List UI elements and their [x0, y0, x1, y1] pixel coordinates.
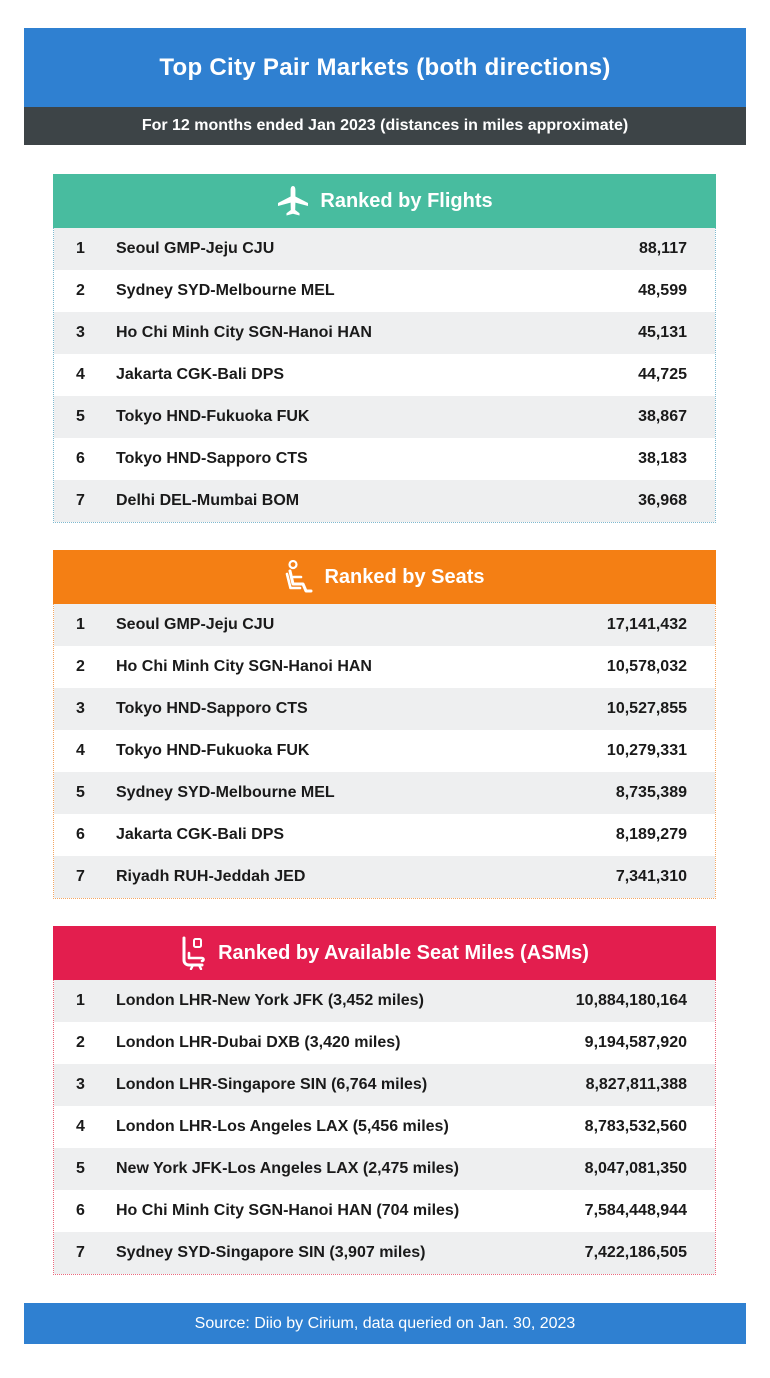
value: 8,735,389: [615, 784, 687, 801]
section-asms: [53, 926, 716, 1275]
value: 9,194,587,920: [584, 1034, 687, 1051]
city-pair: Sydney SYD-Singapore SIN (3,907 miles): [116, 1244, 426, 1261]
table-row: [54, 604, 715, 646]
table-row: [54, 1106, 715, 1148]
airplane-icon: [276, 185, 310, 217]
table-row: [54, 1022, 715, 1064]
rank: 6: [76, 450, 85, 467]
section-header-seats: [53, 550, 716, 604]
table-row: [54, 772, 715, 814]
section-header-flights: [53, 174, 716, 228]
page-subtitle: For 12 months ended Jan 2023 (distances in miles approximate): [24, 107, 746, 145]
city-pair: London LHR-Dubai DXB (3,420 miles): [116, 1034, 401, 1051]
value: 36,968: [638, 492, 687, 509]
table-row: [54, 354, 715, 396]
table-row: [54, 646, 715, 688]
rank: 7: [76, 1244, 85, 1261]
city-pair: London LHR-Los Angeles LAX (5,456 miles): [116, 1118, 449, 1135]
rank: 4: [76, 1118, 85, 1135]
value: 10,578,032: [606, 658, 687, 675]
city-pair: London LHR-Singapore SIN (6,764 miles): [116, 1076, 428, 1093]
section-header-asms: [53, 926, 716, 980]
table-row: [54, 438, 715, 480]
section-title: Ranked by Available Seat Miles (ASMs): [218, 941, 589, 964]
value: 17,141,432: [606, 616, 687, 633]
rank: 2: [76, 658, 85, 675]
city-pair: Riyadh RUH-Jeddah JED: [116, 868, 306, 885]
rank: 2: [76, 282, 85, 299]
value: 10,884,180,164: [575, 992, 687, 1009]
city-pair: Tokyo HND-Fukuoka FUK: [116, 408, 310, 425]
city-pair: Seoul GMP-Jeju CJU: [116, 616, 275, 633]
table-row: [54, 312, 715, 354]
city-pair: Tokyo HND-Sapporo CTS: [116, 700, 308, 717]
value: 44,725: [638, 366, 687, 383]
table-row: [54, 228, 715, 270]
source-footer: Source: Diio by Cirium, data queried on Jan. 30, 2023: [24, 1303, 746, 1344]
rank: 4: [76, 366, 85, 383]
table-row: [54, 1190, 715, 1232]
table-row: [54, 1064, 715, 1106]
rank: 5: [76, 408, 85, 425]
rank: 3: [76, 1076, 85, 1093]
value: 10,279,331: [606, 742, 687, 759]
city-pair: Sydney SYD-Melbourne MEL: [116, 784, 335, 801]
table-row: [54, 814, 715, 856]
table-row: [54, 730, 715, 772]
page-title: Top City Pair Markets (both directions): [24, 28, 746, 107]
value: 8,189,279: [615, 826, 687, 843]
value: 8,047,081,350: [584, 1160, 687, 1177]
rank: 5: [76, 1160, 85, 1177]
value: 48,599: [638, 282, 687, 299]
value: 38,867: [638, 408, 687, 425]
city-pair: Ho Chi Minh City SGN-Hanoi HAN (704 miles): [116, 1202, 460, 1219]
ranking-list: [53, 980, 716, 1275]
rank: 5: [76, 784, 85, 801]
table-row: [54, 1148, 715, 1190]
value: 38,183: [638, 450, 687, 467]
seat-screen-icon: [180, 936, 208, 970]
table-row: [54, 980, 715, 1022]
value: 8,827,811,388: [585, 1076, 687, 1093]
value: 45,131: [638, 324, 687, 341]
city-pair: New York JFK-Los Angeles LAX (2,475 miles): [116, 1160, 459, 1177]
section-title: Ranked by Seats: [324, 565, 485, 588]
section-flights: [53, 174, 716, 523]
table-row: [54, 396, 715, 438]
ranking-list: [53, 604, 716, 899]
seat-icon: [284, 560, 314, 594]
city-pair: London LHR-New York JFK (3,452 miles): [116, 992, 424, 1009]
rank: 1: [76, 616, 85, 633]
table-row: [54, 856, 715, 898]
value: 7,341,310: [615, 868, 687, 885]
rank: 4: [76, 742, 85, 759]
section-title: Ranked by Flights: [320, 189, 493, 212]
value: 7,584,448,944: [584, 1202, 687, 1219]
table-row: [54, 1232, 715, 1274]
city-pair: Sydney SYD-Melbourne MEL: [116, 282, 335, 299]
table-row: [54, 270, 715, 312]
city-pair: Jakarta CGK-Bali DPS: [116, 366, 285, 383]
rank: 3: [76, 700, 85, 717]
rank: 3: [76, 324, 85, 341]
city-pair: Seoul GMP-Jeju CJU: [116, 240, 275, 257]
city-pair: Tokyo HND-Sapporo CTS: [116, 450, 308, 467]
value: 7,422,186,505: [584, 1244, 687, 1261]
city-pair: Ho Chi Minh City SGN-Hanoi HAN: [116, 324, 372, 341]
rank: 6: [76, 826, 85, 843]
rank: 1: [76, 240, 85, 257]
value: 10,527,855: [606, 700, 687, 717]
value: 88,117: [638, 240, 687, 257]
ranking-list: [53, 228, 716, 523]
rank: 2: [76, 1034, 85, 1051]
rank: 1: [76, 992, 85, 1009]
table-row: [54, 688, 715, 730]
rank: 7: [76, 492, 85, 509]
section-seats: [53, 550, 716, 899]
city-pair: Delhi DEL-Mumbai BOM: [116, 492, 300, 509]
value: 8,783,532,560: [584, 1118, 687, 1135]
rank: 7: [76, 868, 85, 885]
table-row: [54, 480, 715, 522]
rank: 6: [76, 1202, 85, 1219]
city-pair: Tokyo HND-Fukuoka FUK: [116, 742, 310, 759]
city-pair: Jakarta CGK-Bali DPS: [116, 826, 285, 843]
city-pair: Ho Chi Minh City SGN-Hanoi HAN: [116, 658, 372, 675]
